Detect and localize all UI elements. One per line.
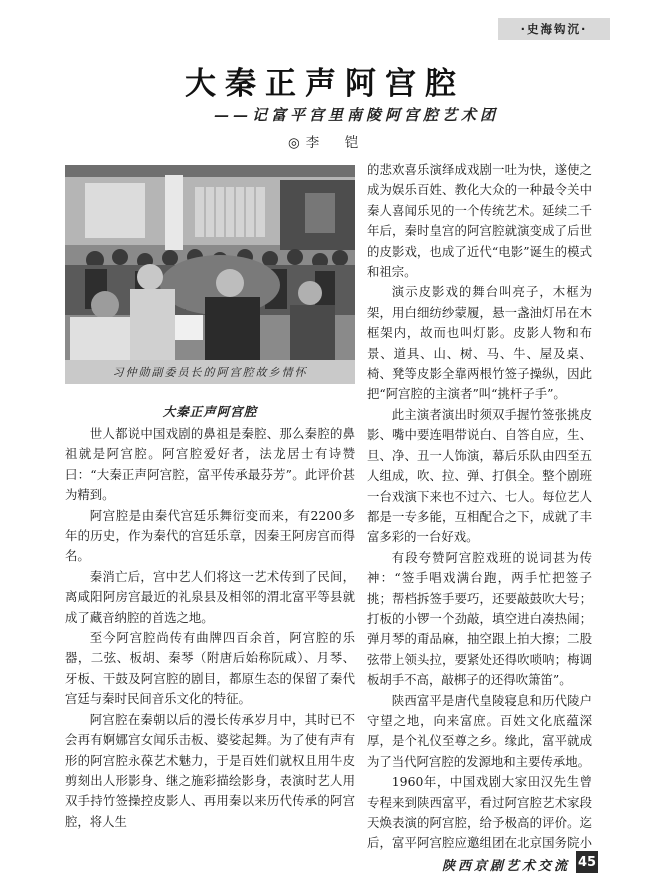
paragraph: 此主演者演出时须双手握竹签张挑皮影、嘴中要连唱带说白、自答自应，生、旦、净、丑一人饰演，幕后乐队由四至五人组成，吹、拉、弹、打俱全。整个剧班一台戏演下来也不过六、七人。每位艺人都是一专多能，互相配合之下，成就了丰富多彩的一台好戏。 [367, 406, 592, 545]
paragraph: 有段夸赞阿宫腔戏班的说词甚为传神：“签手唱戏满台跑，两手忙把签子挑；帮档拆签手要巧，还要敲鼓吹大号；打板的小锣一个劲敲，填空进白凑热闹；弹月琴的甭品麻，抽空跟上拍大擦；二股弦带上领头拉，要紧处还得吹唢呐；梅调板胡手不高，敲梆子的还得吹箫笛”。 [367, 549, 592, 688]
journal-name: 陕西京剧艺术交流 [441, 859, 570, 874]
article-author: ◎李 铠 [288, 135, 365, 151]
paragraph: 1960年，中国戏剧大家田汉先生曾专程来到陕西富平，看过阿宫腔艺术家段天焕表演的阿宫腔，给予极高的评价。迄后，富平阿宫腔应邀组团在北京国务院小 [367, 774, 592, 851]
right-column-text [367, 160, 592, 856]
page-number: 45 [576, 851, 598, 873]
paragraph-continued: 的悲欢喜乐演绎成戏剧一吐为快，遂使之成为娱乐百姓、教化大众的一种最令关中秦人喜闻乐见的一个传统艺术。延续二千年后，秦时皇宫的阿宫腔就演变成了后世的皮影戏，也成了近代“电影”诞生的模式和祖宗。 [367, 162, 592, 280]
article-title: 大秦正声阿宫腔 [185, 66, 465, 102]
paragraph: 演示皮影戏的舞台叫亮子，木框为架，用白细纺纱蒙履，悬一盏油灯吊在木框架内，故而也叫灯影。皮影人物和布景、道具、山、树、马、牛、屋及桌、椅、凳等皮影全靠两根竹签子操纵，因此把“阿宫腔的主演者”叫“挑杆子手”。 [367, 284, 592, 402]
column-tag: ·史海钩沉· [498, 18, 610, 40]
paragraph: 阿宫腔在秦朝以后的漫长传承岁月中，其时已不会再有婀娜宫女闻乐击板、婆娑起舞。为了使有声有形的阿宫腔永葆艺术魅力，于是百姓们就权且用牛皮剪刻出人形影身、继之施彩描绘影身，表演时艺人用双手持竹签操控皮影人、再用秦以来历代传承的阿宫腔，将人生 [65, 711, 355, 829]
section-heading: 大秦正声阿宫腔 [162, 404, 258, 419]
left-column-text [65, 424, 355, 856]
paragraph: 秦消亡后，宫中艺人们将这一艺术传到了民间，离咸阳阿房宫最近的礼泉县及相邻的渭北富平等县就成了藏音纳腔的首选之地。 [65, 568, 355, 625]
article-subtitle: ——记富平宫里南陵阿宫腔艺术团 [214, 106, 500, 124]
paragraph: 陕西富平是唐代皇陵寝息和历代陵户守望之地，向来富庶。百姓文化底蕴深厚，是个礼仪至尊之乡。缘此，富平就成为了当代阿宫腔的发源地和主要传承地。 [367, 692, 592, 769]
performance-photo [65, 165, 355, 360]
paragraph: 阿宫腔是由秦代宫廷乐舞衍变而来，有2200多年的历史，作为秦代的宫廷乐章，因秦王阿房宫而得名。 [65, 507, 355, 564]
paragraph: 至今阿宫腔尚传有曲牌四百余首，阿宫腔的乐器，二弦、板胡、秦琴（附唐后始称阮咸）、月琴、牙板、干鼓及阿宫腔的剧目，都原生态的保留了秦代宫廷与秦时民间音乐文化的特征。 [65, 630, 355, 707]
photo-caption: 习仲勋副委员长的阿宫腔故乡情怀 [65, 360, 355, 384]
paragraph: 世人都说中国戏剧的鼻祖是秦腔、那么秦腔的鼻祖就是阿宫腔。阿宫腔爱好者，法龙居士有诗赞曰：“大秦正声阿宫腔，富平传承最芬芳”。此评价甚为精到。 [65, 426, 355, 503]
